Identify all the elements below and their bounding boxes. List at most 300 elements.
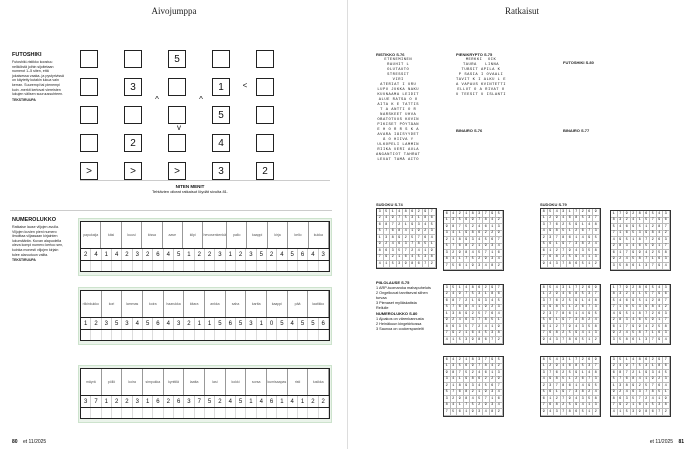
sudoku-cell: 3 bbox=[624, 244, 631, 251]
sudoku-cell: 4 bbox=[593, 390, 600, 397]
futoshiki-sign: ^ bbox=[155, 94, 159, 104]
sudoku-cell: 4 bbox=[593, 318, 600, 325]
sudoku-cell: 6 bbox=[580, 229, 587, 236]
sudoku-cell: 2 bbox=[477, 403, 484, 410]
sudoku-cell: 7 bbox=[561, 324, 568, 331]
sudoku-cell: 3 bbox=[470, 237, 477, 244]
sudoku-cell: 2 bbox=[561, 222, 568, 229]
sudoku-cell: 1 bbox=[580, 370, 587, 377]
sudoku-cell: 3 bbox=[593, 377, 600, 384]
sudoku-cell: 6 bbox=[587, 357, 594, 364]
sudoku-cell: 7 bbox=[464, 292, 471, 299]
sudoku-cell: 4 bbox=[587, 298, 594, 305]
sudoku-cell: 7 bbox=[496, 237, 503, 244]
sudoku-cell: 6 bbox=[554, 222, 561, 229]
sudoku-cell: 4 bbox=[548, 409, 555, 416]
sudoku-cell: 9 bbox=[561, 242, 568, 249]
sudoku-cell: 7 bbox=[618, 285, 625, 292]
sudoku-cell: 1 bbox=[554, 318, 561, 325]
sudoku-cell: 3 bbox=[650, 370, 657, 377]
sudoku-cell: 7 bbox=[451, 244, 458, 251]
sudoku-cell: 4 bbox=[657, 231, 664, 238]
ristikko-text: ETENEMINEN RAUHIT L OLUTAUTO STRESSIT VIRI ATERIAT I URU LUPU JUKKA NAKU KUUNAAMA LEIDIT ALUE RATSA O O AITA K E TATTIS T A ANTTI O R NARSKEET UHVA OBATOTUUS KOVIN PIKISET PÖYTÄAN E H O R R S K A AVARA IÄISYYDET Ä O HIIVA Y ULKOPELI LAMMIN RIIKA UERI AULA ANGANTIOT TAHRAT LEUAT TAMÄ AITO bbox=[376, 58, 421, 162]
sudoku-cell: 1 bbox=[618, 250, 625, 257]
numerolukko-credit: TEKSTIRUUPA bbox=[12, 258, 36, 263]
futoshiki-sign bbox=[212, 92, 234, 106]
sudoku-cell: 3 bbox=[490, 244, 497, 251]
lock-digit: 3 bbox=[133, 396, 143, 407]
sudoku-cell: 3 bbox=[470, 383, 477, 390]
sudoku-cell: 8 bbox=[464, 250, 471, 257]
sudoku-cell: 8 bbox=[574, 216, 581, 223]
sudoku-cell: 2 bbox=[390, 255, 397, 262]
numerolukko-item: 3 Saunoa on cockerspanielit bbox=[376, 327, 424, 331]
sudoku-cell: 9 bbox=[464, 311, 471, 318]
futoshiki-sign bbox=[234, 120, 256, 134]
futoshiki-sign bbox=[212, 120, 234, 134]
lock-picture-icon: kokki bbox=[226, 369, 247, 395]
lock-answer-row[interactable] bbox=[81, 329, 329, 340]
lock-digit: 3 bbox=[246, 249, 256, 260]
sudoku-cell: 4 bbox=[561, 364, 568, 371]
lock-digit: 1 bbox=[246, 396, 256, 407]
sudoku-cell: 2 bbox=[650, 324, 657, 331]
sudoku-cell: 6 bbox=[423, 235, 430, 242]
sudoku-cell: 5 bbox=[593, 235, 600, 242]
sudoku-cell: 2 bbox=[663, 231, 670, 238]
sudoku-cell: 4 bbox=[416, 248, 423, 255]
sudoku-cell: 3 bbox=[496, 370, 503, 377]
sudoku-cell: 1 bbox=[567, 209, 574, 216]
sudoku-cell: 5 bbox=[397, 248, 404, 255]
sudoku-cell: 9 bbox=[470, 364, 477, 371]
sudoku-cell: 3 bbox=[580, 324, 587, 331]
sudoku-cell: 6 bbox=[457, 263, 464, 270]
lock-digit: 4 bbox=[308, 249, 318, 260]
sudoku-cell: 4 bbox=[451, 211, 458, 218]
sudoku-cell: 8 bbox=[397, 229, 404, 236]
sudoku-cell: 9 bbox=[483, 244, 490, 251]
sudoku-cell: 5 bbox=[567, 403, 574, 410]
sudoku-cell: 4 bbox=[580, 235, 587, 242]
lock-digit: 1 bbox=[195, 318, 205, 329]
sudoku-cell: 7 bbox=[561, 337, 568, 344]
sudoku-cell: 2 bbox=[477, 324, 484, 331]
sudoku-cell: 7 bbox=[490, 337, 497, 344]
sudoku-cell: 9 bbox=[490, 285, 497, 292]
number-lock-2[interactable] bbox=[80, 290, 330, 341]
sudoku-cell: 6 bbox=[580, 377, 587, 384]
sudoku-cell: 5 bbox=[548, 285, 555, 292]
sudoku-cell: 2 bbox=[644, 396, 651, 403]
lock-digit: 3 bbox=[133, 249, 143, 260]
sudoku-cell: 2 bbox=[554, 396, 561, 403]
sudoku-cell: 6 bbox=[410, 209, 417, 216]
sudoku-cell: 9 bbox=[593, 357, 600, 364]
sudoku-cell: 5 bbox=[403, 216, 410, 223]
sudoku-cell: 4 bbox=[477, 383, 484, 390]
sudoku-cell: 9 bbox=[548, 229, 555, 236]
sudoku-cell: 1 bbox=[403, 222, 410, 229]
sudoku-cell: 3 bbox=[541, 222, 548, 229]
sudoku-cell: 9 bbox=[618, 403, 625, 410]
sudoku-cell: 9 bbox=[397, 235, 404, 242]
sudoku-cell: 8 bbox=[483, 318, 490, 325]
sudoku-cell: 5 bbox=[587, 396, 594, 403]
futoshiki-cell[interactable]: 2 bbox=[124, 134, 142, 152]
sudoku-cell: 1 bbox=[496, 318, 503, 325]
sudoku-cell: 1 bbox=[587, 409, 594, 416]
futoshiki-sign bbox=[168, 148, 190, 162]
lock-digit: 5 bbox=[215, 318, 225, 329]
lock-answer-row[interactable] bbox=[81, 260, 329, 271]
sudoku-cell: 7 bbox=[457, 298, 464, 305]
sudoku-cell: 3 bbox=[490, 403, 497, 410]
futoshiki-cell[interactable]: > bbox=[80, 162, 98, 180]
sudoku-cell: 3 bbox=[444, 285, 451, 292]
sudoku-cell: 2 bbox=[554, 324, 561, 331]
futoshiki-cell[interactable]: 4 bbox=[212, 134, 230, 152]
sudoku-cell: 9 bbox=[548, 377, 555, 384]
lock-picture-icon: kaappi bbox=[267, 291, 288, 317]
sudoku-cell: 5 bbox=[561, 229, 568, 236]
sudoku-cell: 2 bbox=[451, 318, 458, 325]
sudoku-cell: 7 bbox=[554, 311, 561, 318]
sudoku-cell: 8 bbox=[618, 318, 625, 325]
sudoku-cell: 1 bbox=[541, 292, 548, 299]
sudoku-cell: 6 bbox=[631, 263, 638, 270]
sudoku-cell: 7 bbox=[541, 403, 548, 410]
sudoku-cell: 9 bbox=[403, 261, 410, 268]
futoshiki-sign bbox=[102, 50, 124, 64]
sudoku-cell: 2 bbox=[496, 364, 503, 371]
sudoku-cell: 8 bbox=[561, 383, 568, 390]
sudoku-cell: 6 bbox=[663, 292, 670, 299]
sudoku-cell: 6 bbox=[548, 242, 555, 249]
futoshiki-sign bbox=[146, 64, 168, 78]
sudoku-cell: 4 bbox=[444, 337, 451, 344]
sudoku-cell: 6 bbox=[611, 324, 618, 331]
sudoku-cell: 3 bbox=[657, 403, 664, 410]
futoshiki-sign bbox=[256, 92, 278, 106]
sudoku-cell: 3 bbox=[580, 396, 587, 403]
numerolukko-item: 2 Heinäkuun kingekirkossa bbox=[376, 322, 422, 326]
sudoku-cell: 5 bbox=[496, 357, 503, 364]
sudoku-cell: 5 bbox=[561, 377, 568, 384]
ristikko-solution bbox=[376, 52, 420, 163]
sudoku-cell: 2 bbox=[470, 390, 477, 397]
futoshiki-sign bbox=[234, 92, 256, 106]
sudoku-cell: 3 bbox=[637, 390, 644, 397]
sudoku-cell: 4 bbox=[618, 364, 625, 371]
futoshiki-sign bbox=[234, 106, 256, 120]
futoshiki-sign bbox=[146, 120, 168, 134]
sudoku-cell: 4 bbox=[451, 231, 458, 238]
sudoku-cell: 7 bbox=[637, 396, 644, 403]
sudoku-cell: 1 bbox=[618, 305, 625, 312]
sudoku-cell: 4 bbox=[477, 237, 484, 244]
numerolukko-solution-label: NUMEROLUKKO S.80 bbox=[376, 311, 418, 316]
futoshiki-sign bbox=[102, 78, 124, 92]
sudoku-cell: 6 bbox=[541, 396, 548, 403]
sudoku-cell: 6 bbox=[496, 292, 503, 299]
sudoku-cell: 8 bbox=[451, 224, 458, 231]
lock-picture-icon: kitara bbox=[184, 291, 205, 317]
sudoku-cell: 1 bbox=[451, 237, 458, 244]
sudoku-cell: 6 bbox=[444, 357, 451, 364]
sudoku-cell: 6 bbox=[624, 224, 631, 231]
sudoku-cell: 4 bbox=[477, 331, 484, 338]
sudoku-cell: 6 bbox=[554, 370, 561, 377]
sudoku-cell: 7 bbox=[444, 263, 451, 270]
sudoku-cell: 7 bbox=[548, 298, 555, 305]
sudoku-cell: 2 bbox=[561, 298, 568, 305]
sudoku-cell: 1 bbox=[580, 298, 587, 305]
page-number-left: 80 et 11/2025 bbox=[12, 439, 47, 445]
sudoku-cell: 7 bbox=[593, 364, 600, 371]
futoshiki-sign bbox=[102, 134, 124, 148]
lock-digit: 3 bbox=[81, 396, 91, 407]
sudoku-cell: 8 bbox=[611, 218, 618, 225]
sudoku-cell: 6 bbox=[574, 261, 581, 268]
futoshiki-cell[interactable]: 3 bbox=[124, 78, 142, 96]
lock-digit: 2 bbox=[319, 396, 329, 407]
futoshiki-cell[interactable]: 2 bbox=[256, 162, 274, 180]
sudoku-cell: 5 bbox=[444, 244, 451, 251]
piilolause-solution bbox=[376, 280, 436, 332]
sudoku-cell: 2 bbox=[637, 383, 644, 390]
number-lock-3[interactable] bbox=[80, 368, 330, 419]
sudoku-cell: 5 bbox=[580, 364, 587, 371]
sudoku-cell: 7 bbox=[397, 216, 404, 223]
sudoku-cell: 4 bbox=[451, 292, 458, 299]
sudoku-cell: 6 bbox=[644, 211, 651, 218]
lock-digit: 1 bbox=[81, 318, 91, 329]
futoshiki-cell[interactable]: 1 bbox=[212, 78, 230, 96]
sudoku-cell: 6 bbox=[464, 364, 471, 371]
sudoku-cell: 9 bbox=[637, 409, 644, 416]
lock-digit: 5 bbox=[288, 249, 298, 260]
sudoku-cell: 5 bbox=[618, 263, 625, 270]
sudoku-cell: 8 bbox=[457, 311, 464, 318]
futoshiki-cell[interactable]: > bbox=[124, 162, 142, 180]
sudoku-cell: 8 bbox=[541, 285, 548, 292]
sudoku-cell: 2 bbox=[587, 390, 594, 397]
lock-digit: 5 bbox=[236, 396, 246, 407]
sudoku-cell: 2 bbox=[618, 257, 625, 264]
binairo-label-2: BINAIRO S.77 bbox=[563, 128, 590, 133]
lock-picture-icon: laatta bbox=[184, 369, 205, 395]
lock-digit: 5 bbox=[143, 318, 153, 329]
sudoku-cell: 3 bbox=[574, 318, 581, 325]
lock-digit: 5 bbox=[277, 318, 287, 329]
sudoku-cell: 7 bbox=[390, 222, 397, 229]
sudoku-cell: 7 bbox=[464, 403, 471, 410]
sudoku-cell: 8 bbox=[554, 255, 561, 262]
futoshiki-cell[interactable]: 5 bbox=[168, 50, 186, 68]
sudoku-cell: 5 bbox=[624, 409, 631, 416]
sudoku-cell: 7 bbox=[429, 209, 436, 216]
lock-digit: 3 bbox=[246, 318, 256, 329]
sudoku-cell: 9 bbox=[587, 311, 594, 318]
lock-digit: 2 bbox=[164, 396, 174, 407]
sudoku-cell: 4 bbox=[548, 337, 555, 344]
sudoku-cell: 4 bbox=[631, 318, 638, 325]
sudoku-cell: 1 bbox=[464, 263, 471, 270]
lock-digit: 7 bbox=[195, 396, 205, 407]
sudoku-cell: 3 bbox=[403, 242, 410, 249]
sudoku-cell: 8 bbox=[490, 292, 497, 299]
sudoku-cell: 3 bbox=[574, 390, 581, 397]
futoshiki-sign bbox=[234, 64, 256, 78]
sudoku-cell: 4 bbox=[457, 318, 464, 325]
sudoku-cell: 2 bbox=[483, 231, 490, 238]
sudoku-cell: 2 bbox=[470, 244, 477, 251]
sudoku-cell: 5 bbox=[567, 370, 574, 377]
sudoku-cell: 9 bbox=[611, 331, 618, 338]
sudoku-cell: 8 bbox=[611, 396, 618, 403]
sudoku-cell: 1 bbox=[554, 242, 561, 249]
sudoku-cell: 8 bbox=[483, 364, 490, 371]
sudoku-cell: 5 bbox=[644, 218, 651, 225]
lock-answer-row[interactable] bbox=[81, 407, 329, 418]
sudoku-cell: 9 bbox=[464, 231, 471, 238]
sudoku-cell: 4 bbox=[624, 257, 631, 264]
right-page bbox=[348, 0, 696, 449]
sudoku-cell: 6 bbox=[490, 311, 497, 318]
lock-digit: 5 bbox=[205, 396, 215, 407]
sudoku-cell: 2 bbox=[470, 370, 477, 377]
number-lock-1[interactable] bbox=[80, 221, 330, 272]
sudoku-cell: 5 bbox=[496, 211, 503, 218]
sudoku-cell: 4 bbox=[650, 396, 657, 403]
futoshiki-grid[interactable] bbox=[80, 50, 278, 176]
lock-digit: 4 bbox=[277, 249, 287, 260]
sudoku-cell: 9 bbox=[377, 242, 384, 249]
sudoku-cell: 6 bbox=[567, 235, 574, 242]
sudoku-cell: 7 bbox=[650, 383, 657, 390]
sudoku-cell: 8 bbox=[470, 211, 477, 218]
sudoku-cell: 7 bbox=[663, 298, 670, 305]
sudoku-cell: 6 bbox=[657, 237, 664, 244]
sudoku-cell: 1 bbox=[650, 331, 657, 338]
sudoku-cell: 6 bbox=[390, 229, 397, 236]
sudoku-cell: 9 bbox=[624, 364, 631, 371]
sudoku-cell: 3 bbox=[663, 211, 670, 218]
sudoku-cell: 2 bbox=[561, 403, 568, 410]
sudoku-solution-f bbox=[540, 284, 601, 345]
sudoku-cell: 1 bbox=[637, 218, 644, 225]
sudoku-solution-d bbox=[610, 210, 671, 271]
sudoku-cell: 5 bbox=[477, 311, 484, 318]
sudoku-cell: 3 bbox=[593, 331, 600, 338]
lock-digit: 4 bbox=[112, 249, 122, 260]
sudoku-cell: 9 bbox=[587, 235, 594, 242]
futoshiki-sign bbox=[212, 148, 234, 162]
sudoku-cell: 5 bbox=[423, 242, 430, 249]
sudoku-cell: 3 bbox=[663, 377, 670, 384]
sudoku-cell: 1 bbox=[611, 383, 618, 390]
lock-digit: 4 bbox=[226, 396, 236, 407]
futoshiki-cell[interactable]: > bbox=[168, 162, 186, 180]
sudoku-cell: 8 bbox=[470, 231, 477, 238]
futoshiki-description: Futoshiki-ristikko koostuu neliköistä joihin sijoitetaan numerot 1–5 siten, että jokaisessa vaaka- ja pystyrivissä on käytetty kutakin lukua vain kerran. Suurempi tai pienempi kuin -merkit kertovat viereisten lukujen välisen suuruussuhteen. TEKSTIRUUPA bbox=[12, 60, 64, 102]
sudoku-cell: 6 bbox=[403, 255, 410, 262]
sudoku-cell: 2 bbox=[611, 318, 618, 325]
sudoku-cell: 1 bbox=[457, 377, 464, 384]
sudoku-cell: 2 bbox=[593, 261, 600, 268]
pienikrypto-solution bbox=[456, 52, 506, 98]
sudoku-cell: 3 bbox=[663, 257, 670, 264]
sudoku-cell: 9 bbox=[490, 357, 497, 364]
sudoku-cell: 9 bbox=[657, 337, 664, 344]
sudoku-cell: 2 bbox=[470, 224, 477, 231]
lock-digit: 2 bbox=[81, 249, 91, 260]
sudoku-cell: 7 bbox=[496, 383, 503, 390]
sudoku-cell: 2 bbox=[611, 244, 618, 251]
sudoku-cell: 3 bbox=[377, 209, 384, 216]
sudoku-cell: 1 bbox=[457, 285, 464, 292]
sudoku-cell: 3 bbox=[618, 383, 625, 390]
sudoku-cell: 3 bbox=[464, 337, 471, 344]
sudoku-cell: 4 bbox=[554, 285, 561, 292]
sudoku-cell: 4 bbox=[384, 216, 391, 223]
futoshiki-cell[interactable]: 5 bbox=[212, 106, 230, 124]
sudoku-cell: 5 bbox=[624, 237, 631, 244]
sudoku-cell: 4 bbox=[451, 257, 458, 264]
lock-picture-icon: kori bbox=[102, 291, 123, 317]
sudoku-cell: 1 bbox=[477, 244, 484, 251]
sudoku-cell: 8 bbox=[390, 235, 397, 242]
futoshiki-sign bbox=[102, 64, 124, 78]
sudoku-cell: 5 bbox=[470, 257, 477, 264]
sudoku-cell: 5 bbox=[567, 255, 574, 262]
sudoku-cell: 7 bbox=[611, 305, 618, 312]
lock-picture-icon: kissa bbox=[142, 222, 162, 248]
lock-digit: 5 bbox=[112, 318, 122, 329]
sudoku-cell: 2 bbox=[650, 237, 657, 244]
sudoku-cell: 1 bbox=[470, 298, 477, 305]
futoshiki-sign bbox=[168, 92, 190, 106]
sudoku-cell: 2 bbox=[444, 292, 451, 299]
sudoku-cell: 8 bbox=[457, 237, 464, 244]
lock-digit: 1 bbox=[205, 318, 215, 329]
lock-digit: 6 bbox=[153, 396, 163, 407]
piilolause-item: Rellulle bbox=[376, 306, 389, 310]
sudoku-cell: 3 bbox=[580, 248, 587, 255]
sudoku-cell: 5 bbox=[429, 222, 436, 229]
sudoku-solution-j bbox=[610, 356, 671, 417]
sudoku-cell: 5 bbox=[377, 229, 384, 236]
sudoku-cell: 4 bbox=[470, 250, 477, 257]
piilolause-item: 2 Ongelkuvat tarvitsevat siihen turvaa bbox=[376, 291, 428, 300]
sudoku-cell: 5 bbox=[618, 337, 625, 344]
futoshiki-sign bbox=[146, 134, 168, 148]
lock-digit: 2 bbox=[308, 396, 318, 407]
sudoku-cell: 7 bbox=[611, 231, 618, 238]
sudoku-cell: 6 bbox=[624, 377, 631, 384]
sudoku-cell: 7 bbox=[470, 324, 477, 331]
sudoku-cell: 6 bbox=[611, 370, 618, 377]
futoshiki-cell[interactable]: 3 bbox=[212, 162, 230, 180]
lock-digit: 1 bbox=[298, 396, 308, 407]
sudoku-cell: 6 bbox=[483, 224, 490, 231]
sudoku-cell: 2 bbox=[593, 409, 600, 416]
sudoku-cell: 2 bbox=[580, 209, 587, 216]
sudoku-cell: 5 bbox=[384, 209, 391, 216]
sudoku-cell: 5 bbox=[580, 261, 587, 268]
sudoku-cell: 7 bbox=[593, 292, 600, 299]
